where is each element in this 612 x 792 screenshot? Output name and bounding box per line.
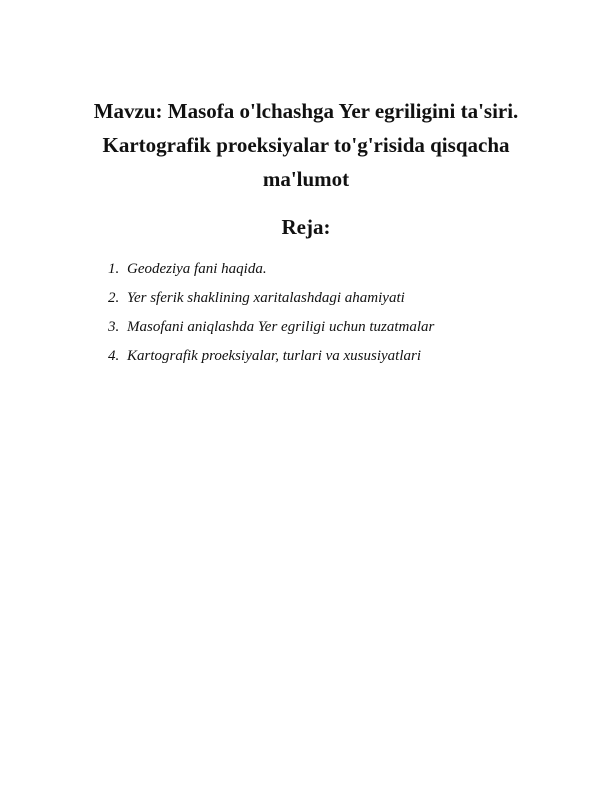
plan-item xyxy=(108,347,568,376)
plan-item-text: Geodeziya fani haqida. xyxy=(127,261,267,277)
plan-item xyxy=(108,289,568,318)
plan-item xyxy=(108,318,568,347)
plan-item xyxy=(108,260,568,289)
plan-item-number: 3. xyxy=(108,319,120,335)
title-line-3: ma'lumot xyxy=(262,167,350,191)
title-line-2: Kartografik proeksiyalar to'g'risida qisqacha xyxy=(102,133,510,157)
plan-list xyxy=(108,260,568,376)
plan-item-text: Masofani aniqlashda Yer egriligi uchun tuzatmalar xyxy=(127,319,435,335)
plan-item-number: 4. xyxy=(108,348,120,364)
plan-heading: Reja: xyxy=(281,215,331,239)
plan-item-text: Yer sferik shaklining xaritalashdagi ahamiyati xyxy=(127,290,405,306)
plan-item-text: Kartografik proeksiyalar, turlari va xususiyatlari xyxy=(127,348,422,364)
document-title xyxy=(60,94,552,196)
plan-item-number: 2. xyxy=(108,290,120,306)
title-line-1: Mavzu: Masofa o'lchashga Yer egriligini ta'siri. xyxy=(93,99,519,123)
plan-item-number: 1. xyxy=(108,261,120,277)
